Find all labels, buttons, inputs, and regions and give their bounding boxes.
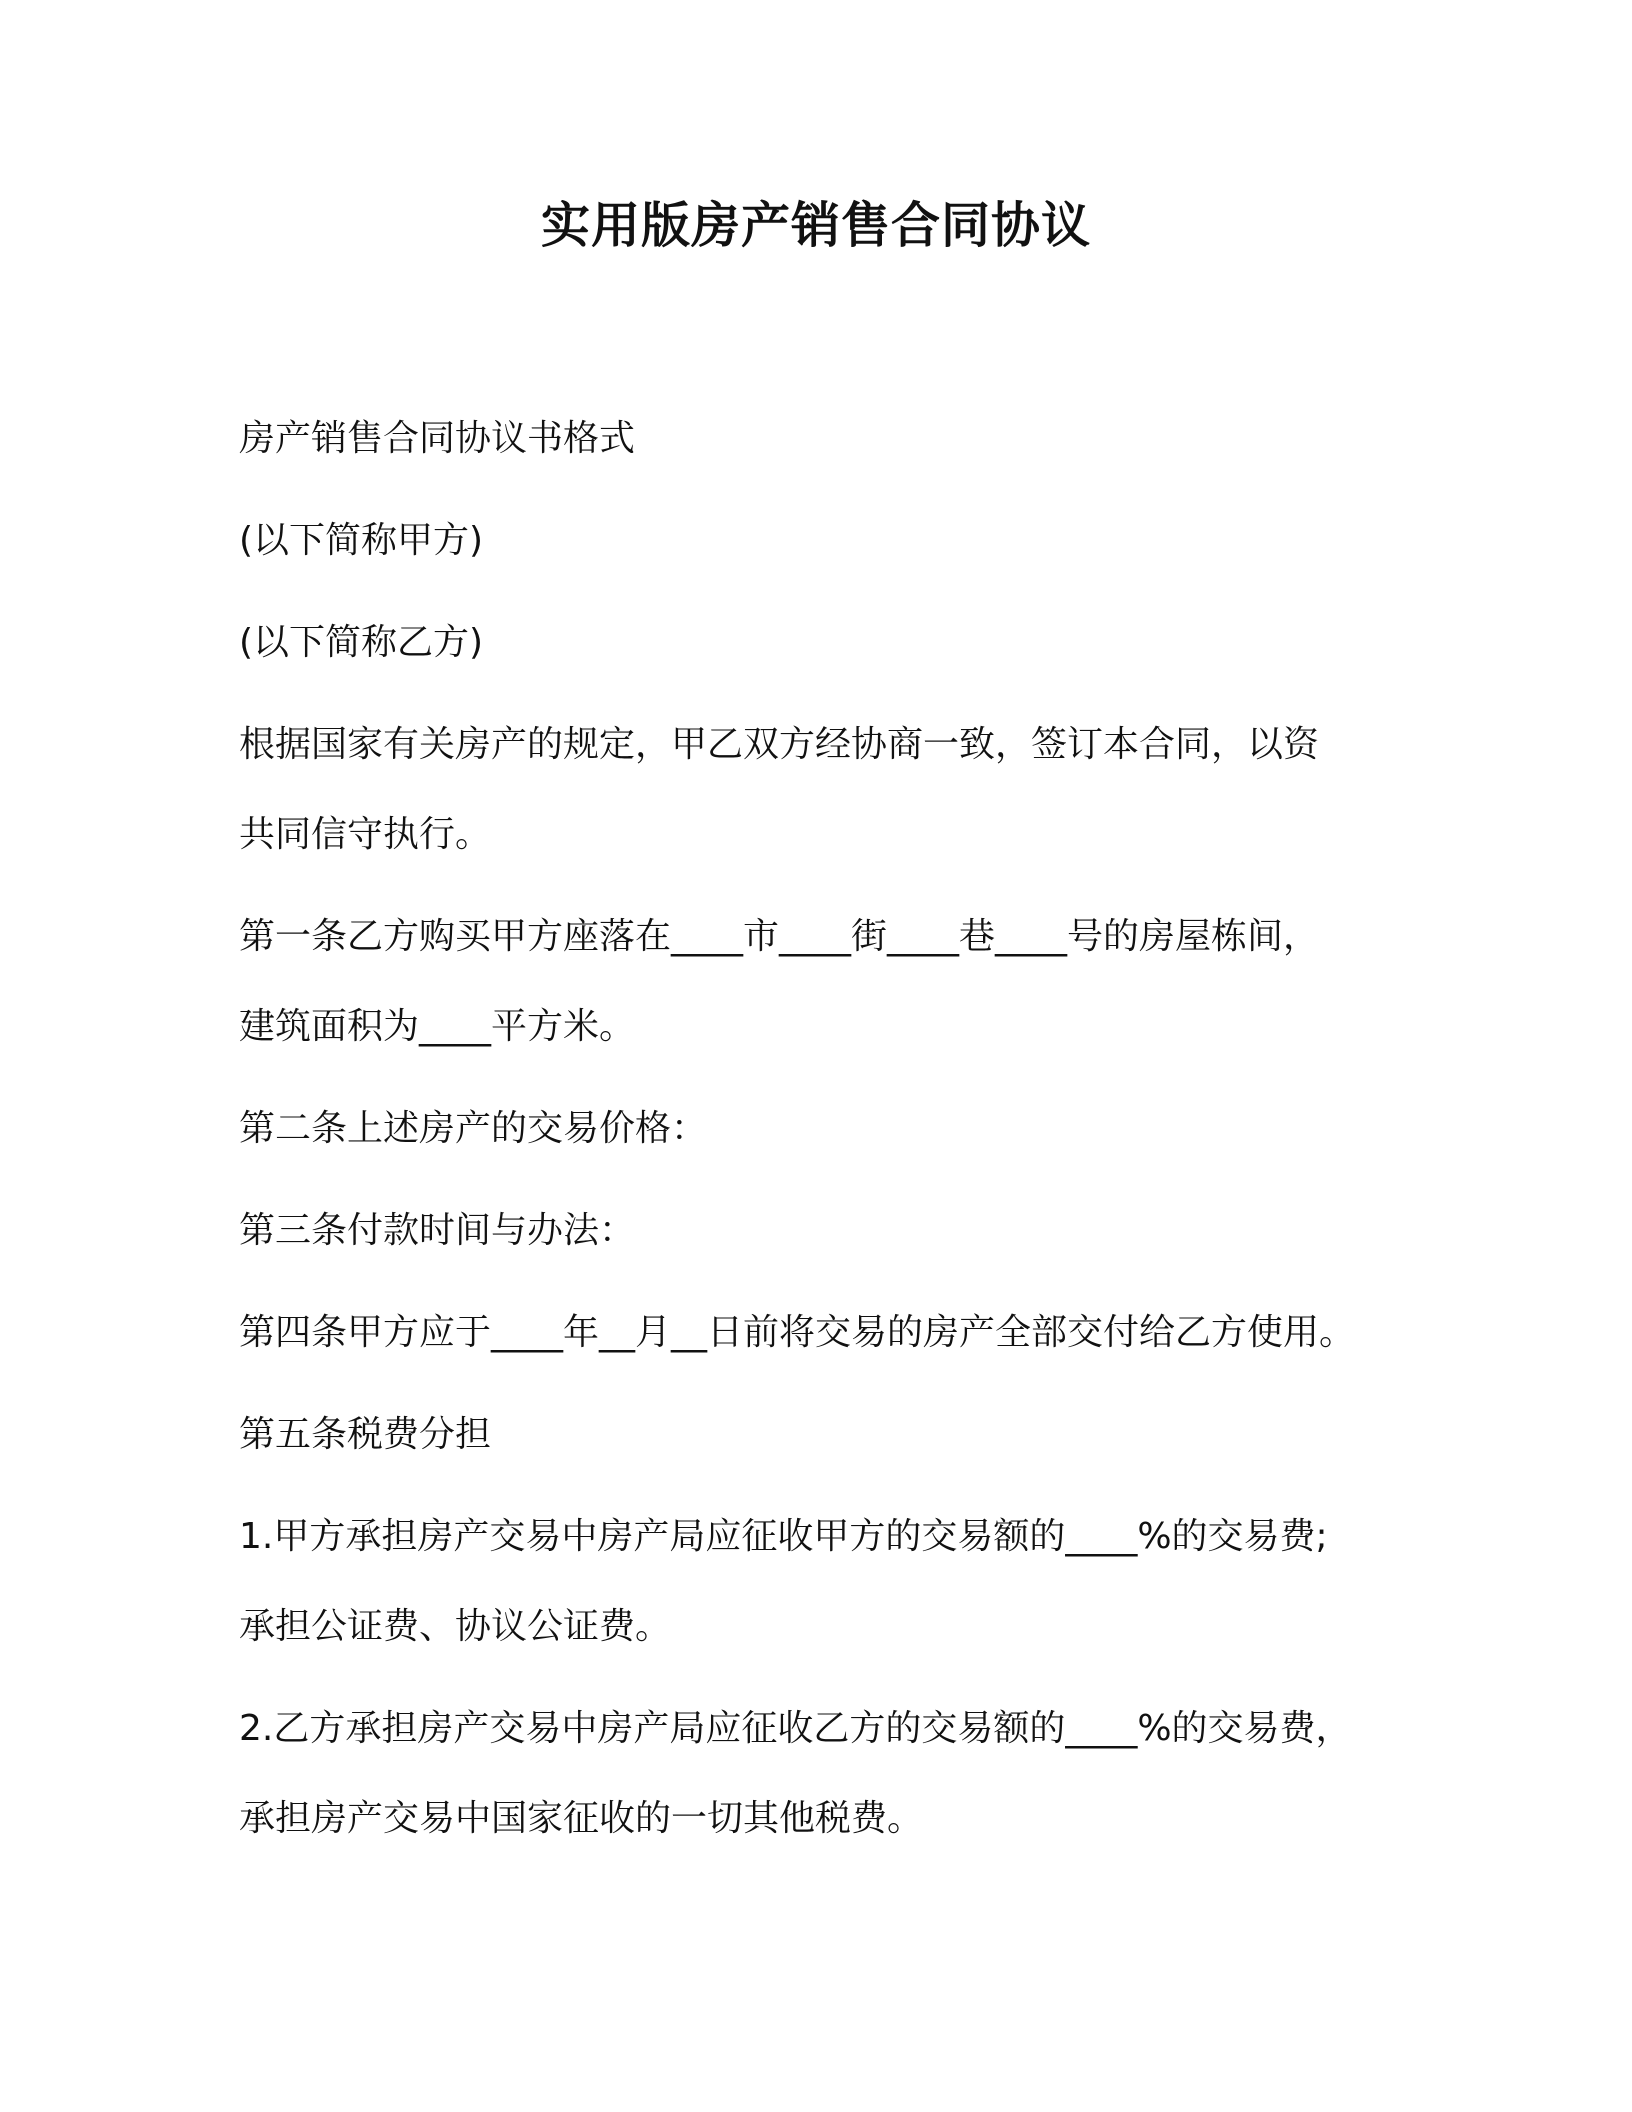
article-1-line-2: 建筑面积为____平方米。 — [239, 1006, 636, 1047]
item-1-line-1: 1.甲方承担房产交易中房产局应征收甲方的交易额的____%的交易费; — [239, 1516, 1328, 1557]
party-b-text: (以下简称乙方) — [239, 622, 484, 663]
item-1-paragraph — [239, 1513, 1409, 1651]
article-4-paragraph — [239, 1309, 1409, 1357]
document-title: 实用版房产销售合同协议 — [540, 197, 1091, 254]
item-1-line-2: 承担公证费、协议公证费。 — [239, 1606, 672, 1647]
intro-line-2: 共同信守执行。 — [239, 814, 492, 855]
party-b-paragraph — [239, 619, 1409, 667]
intro-paragraph — [239, 721, 1409, 859]
item-2-paragraph — [239, 1705, 1409, 1843]
article-3-paragraph — [239, 1207, 1409, 1255]
party-a-paragraph — [239, 517, 1409, 565]
article-2-paragraph — [239, 1105, 1409, 1153]
item-2-line-2: 承担房产交易中国家征收的一切其他税费。 — [239, 1798, 924, 1839]
intro-line-1: 根据国家有关房产的规定，甲乙双方经协商一致，签订本合同，以资 — [239, 724, 1320, 765]
article-3-text: 第三条付款时间与办法： — [239, 1210, 636, 1251]
article-2-text: 第二条上述房产的交易价格： — [239, 1108, 708, 1149]
article-1-line-1: 第一条乙方购买甲方座落在____市____街____巷____号的房屋栋间， — [239, 916, 1320, 957]
document-body — [239, 415, 1409, 1843]
article-1-paragraph — [239, 913, 1409, 1051]
article-4-text: 第四条甲方应于____年__月__日前将交易的房产全部交付给乙方使用。 — [239, 1312, 1356, 1353]
heading-text: 房产销售合同协议书格式 — [239, 418, 636, 459]
article-5-text: 第五条税费分担 — [239, 1414, 492, 1455]
party-a-text: (以下简称甲方) — [239, 520, 484, 561]
article-5-paragraph — [239, 1411, 1409, 1459]
document-heading — [239, 415, 1409, 463]
item-2-line-1: 2.乙方承担房产交易中房产局应征收乙方的交易额的____%的交易费， — [239, 1708, 1352, 1749]
